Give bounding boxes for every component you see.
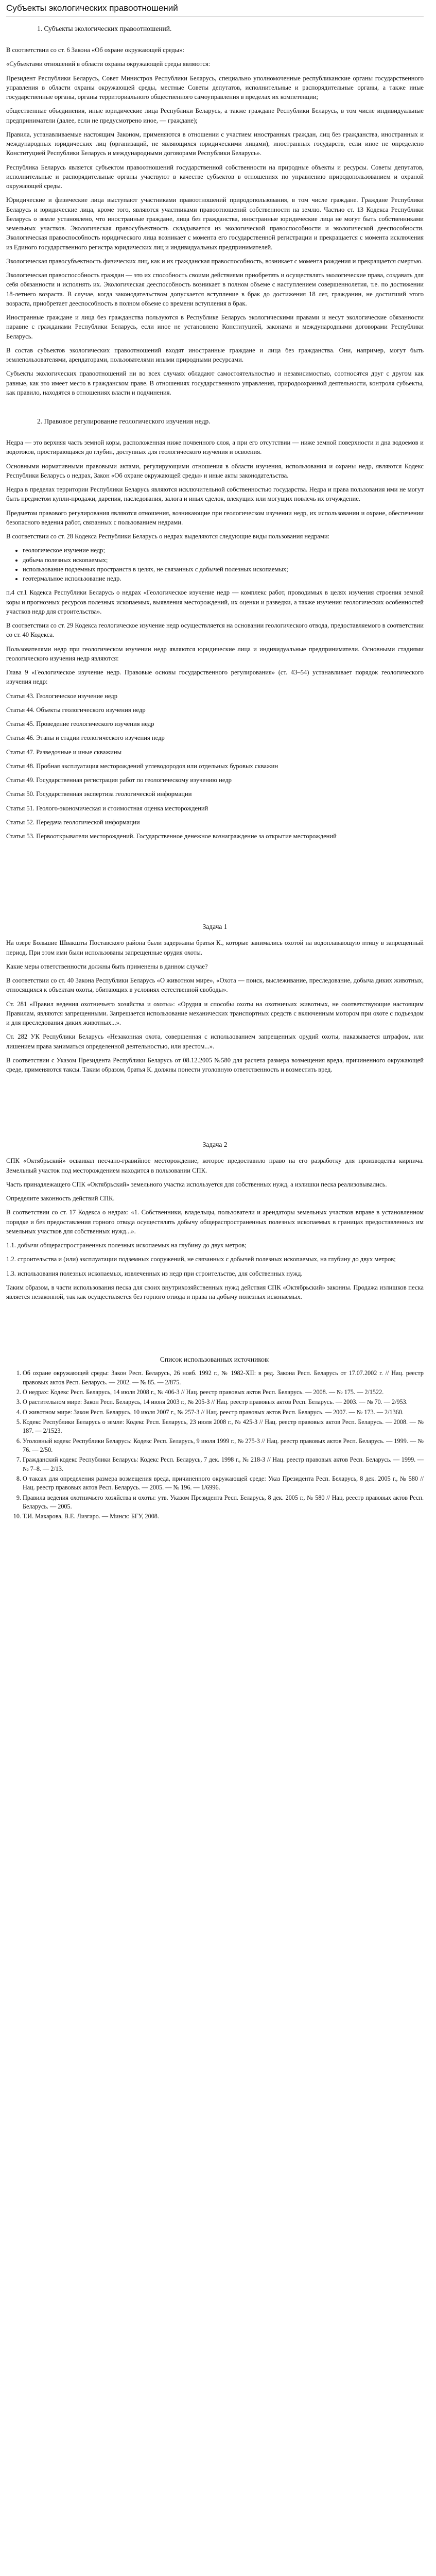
paragraph: Таким образом, в части использования песка для своих внутрихозяйственных нужд действия СПК «Октябрьский» законны. Продажа излишков песка является незаконной, так как осуществляется без горного отвода и права на добычу полезных ископаемых. [6, 1283, 424, 1300]
paragraph: Юридические и физические лица выступают участниками правоотношений природопользования, в том числе граждане. Граждане Республики Беларусь и юридические лица, кроме того, являются участниками правоотношений собственности на землю. Частью ст. 13 Кодекса Республики Беларусь о земле установлено, что иностранные граждане, лица без гражданства, иностранные юридические лица не могут быть собственниками земельных участков. Экологическая правосубъектность складывается из экологической правоспособности и экологической дееспособности. Экологическая правоспособность юридического лица возникает с момента его государственной регистрации и прекращается с момента исключения из Единого государственного регистра юридических лиц и индивидуальных предпринимателей. [6, 196, 424, 251]
list-item: • использование подземных пространств в целях, не связанных с добычей полезных ископаемых; [23, 565, 424, 574]
source-item: 3. О растительном мире: Закон Респ. Беларусь, 14 июня 2003 г., № 205-З // Нац. реестр правовых актов Респ. Беларусь. — 2003. — № 70. — 2/953. [23, 1398, 424, 1406]
source-item: 8. О таксах для определения размера возмещения вреда, причиненного окружающей среде: Указ Президента Респ. Беларусь, 8 дек. 2005 г., № 580 // Нац. реестр правовых актов Респ. Беларусь. — 2005. — № 196. — 1/6996. [23, 1475, 424, 1493]
paragraph: В соответствии со ст. 40 Закона Республики Беларусь «О животном мире», «Охота — поиск, выслеживание, преследование, добыча диких животных, относящихся к объектам охоты, обитающих в условиях естественной свободы». [6, 977, 424, 994]
sources-heading: Список использованных источников: [160, 1355, 270, 1364]
paragraph: 1.2. строительства и (или) эксплуатации подземных сооружений, не связанных с добычей полезных ископаемых, на глубину до двух метров; [6, 1256, 396, 1263]
source-item: 4. О животном мире: Закон Респ. Беларусь, 10 июля 2007 г., № 257-З // Нац. реестр правовых актов Респ. Беларусь. — 2007. — № 173. — 2/1360. [23, 1408, 424, 1417]
task-heading: Задача 1 [202, 923, 228, 931]
paragraph: Какие меры ответственности должны быть применены в данном случае? [6, 962, 208, 970]
bullet-list [13, 546, 424, 583]
paragraph: Пользователями недр при геологическом изучении недр являются юридические лица и индивидуальные предприниматели. Основными стадиями геологического изучения недр являются: [6, 645, 424, 662]
paragraph: Республика Беларусь является субъектом правоотношений государственной собственности на природные объекты и ресурсы. Советы депутатов, исполнительные и распорядительные органы участвуют в качестве субъектов в отношениях по управлению природопользованием и охраной окружающей среды. [6, 163, 424, 190]
paragraph: В соответствии с Указом Президента Республики Беларусь от 08.12.2005 №580 для расчета размера возмещения вреда, причиненного окружающей среде, применяются таксы. Таким образом, братья К. должны понести уголовную ответственность и возместить вред. [6, 1056, 424, 1073]
article-line: Статья 48. Пробная эксплуатация месторождений углеводородов или отдельных буровых скважин [6, 762, 278, 770]
paragraph: Основными нормативными правовыми актами, регулирующими отношения в области изучения, использования и охраны недр, являются Кодекс Республики Беларусь о недрах, Закон «Об охране окружающей среды» и иные акты законодательства. [6, 462, 424, 479]
source-item: 6. Уголовный кодекс Республики Беларусь: Кодекс Респ. Беларусь, 9 июля 1999 г., № 275-З // Нац. реестр правовых актов Респ. Беларусь. — 1999. — № 76. — 2/50. [23, 1437, 424, 1455]
section-task-1 [6, 923, 424, 1074]
paragraph: В соответствии со ст. 29 Кодекса геологическое изучение недр осуществляется на основании геологического отвода, предоставляемого в соответствии со ст. 40 Кодекса. [6, 622, 424, 639]
article-line: Статья 46. Этапы и стадии геологического изучения недр [6, 734, 165, 742]
paragraph: Недра в пределах территории Республики Беларусь являются исключительной собственностью государства. Недра и права пользования ими не могут быть предметом купли-продажи, дарения, наследования, залога и иных сделок, влекущих или могущих повлечь их отчуждение. [6, 486, 424, 503]
paragraph: СПК «Октябрьский» осваивал песчано-гравийное месторождение, которое предоставило право на его разработку для производства кирпича. Земельный участок под месторождением находится в пользовании СПК. [6, 1157, 424, 1174]
sources-list [13, 1369, 424, 1521]
paragraph: Иностранные граждане и лица без гражданства пользуются в Республике Беларусь экологическими правами и несут экологические обязанности наравне с гражданами Республики Беларусь, если иное не установлено Конституцией, законами и международными договорами Республики Беларусь. [6, 314, 424, 340]
task-heading: Задача 2 [202, 1141, 228, 1149]
article-line: Статья 43. Геологическое изучение недр [6, 692, 118, 700]
paragraph: Определите законность действий СПК. [6, 1195, 115, 1202]
source-item: 5. Кодекс Республики Беларусь о земле: Кодекс Респ. Беларусь, 23 июля 2008 г., № 425-З // Нац. реестр правовых актов Респ. Беларусь. — 2008. — № 187. — 2/1523. [23, 1418, 424, 1436]
paragraph: Ст. 282 УК Республики Беларусь «Незаконная охота, совершенная с использованием запрещенных орудий охоты, наказывается штрафом, или лишением права заниматься определенной деятельностью, или арестом...». [6, 1033, 424, 1050]
source-item: 10. Т.И. Макарова, В.Е. Лизгаро. — Минск: БГУ, 2008. [23, 1512, 424, 1521]
article-line: Статья 47. Разведочные и иные скважины [6, 748, 122, 756]
paragraph: В состав субъектов экологических правоотношений входят иностранные граждане и лица без гражданства. Они, например, могут быть землепользователями, арендаторами, пользователями иными природными ресурсами. [6, 346, 424, 363]
paragraph: В соответствии со ст. 28 Кодекса Республики Беларусь о недрах выделяются следующие виды пользования недрами: [6, 533, 330, 540]
paragraph: Недра — это верхняя часть земной коры, расположенная ниже почвенного слоя, а при его отсутствии — ниже земной поверхности и дна водоемов и водотоков, простирающаяся до глубин, доступных для геологического изучения и освоения. [6, 439, 424, 456]
paragraph: п.4 ст.1 Кодекса Республики Беларусь о недрах «Геологическое изучение недр — комплекс работ, проводимых в целях изучения строения земной коры и прогнозных ресурсов полезных ископаемых, выявления месторождений, их оценки и разведки, а также изучения геологических особенностей участков недр для строительства». [6, 589, 424, 615]
article-line: Статья 52. Передача геологической информации [6, 818, 140, 826]
paragraph: Ст. 281 «Правил ведения охотничьего хозяйства и охоты»: «Орудия и способы охоты на охотничьих животных, не соответствующие настоящим Правилам, являются запрещенными. Запрещается использование механических транспортных средств с включенным мотором при охоте с подъездом и для преследования диких животных...». [6, 1000, 424, 1026]
paragraph: Экологическая правоспособность граждан — это их способность своими действиями приобретать и осуществлять экологические права, создавать для себя обязанности и исполнять их. Экологическая дееспособность возникает в полном объеме с наступлением совершеннолетия, т.е. по достижении 18-летнего возраста. В случае, когда законодательством допускается вступление в брак до достижения 18 лет, гражданин, не достигший этого возраста, приобретает дееспособность в полном объеме со времени вступления в брак. [6, 272, 424, 307]
page-title: Субъекты экологических правоотношений [6, 3, 424, 16]
article-line: Статья 51. Геолого-экономическая и стоимостная оценка месторождений [6, 804, 208, 812]
article-line: Статья 49. Государственная регистрация работ по геологическому изучению недр [6, 776, 232, 784]
section-heading: 2. Правовое регулирование геологического изучения недр. [37, 417, 211, 425]
paragraph: Часть принадлежащего СПК «Октябрьский» земельного участка используется для собственных нужд, а излишки песка реализовывались. [6, 1180, 387, 1188]
article-line: Статья 50. Государственная экспертиза геологической информации [6, 790, 192, 798]
section-sources [6, 1355, 424, 1521]
source-item: 9. Правила ведения охотничьего хозяйства и охоты: утв. Указом Президента Респ. Беларусь, 8 дек. 2005 г., № 580 // Нац. реестр правовых актов Респ. Беларусь. — 2005. [23, 1494, 424, 1512]
paragraph: Субъекты экологических правоотношений ни во всех случаях обладают самостоятельностью и независимостью, соотносятся друг с другом как равные, как это имеет место в гражданском праве. В отношениях государственного управления, природоохранной деятельности, контроля субъекты, как правило, находятся в отношениях власти и подчинения. [6, 370, 424, 396]
paragraph: общественные объединения, иные юридические лица Республики Беларусь, а также граждане Республики Беларусь, в том числе индивидуальные предприниматели (далее, если не предусмотрено иное, — граждане); [6, 107, 424, 124]
paragraph: Президент Республики Беларусь, Совет Министров Республики Беларусь, специально уполномоченные республиканские органы государственного управления в области охраны окружающей среды, местные Советы депутатов, исполнительные и распорядительные органы, а также иные государственные органы, органы территориального общественного самоуправления в пределах их компетенции; [6, 74, 424, 100]
article-line: Статья 44. Объекты геологического изучения недр [6, 706, 146, 714]
list-item: • добыча полезных ископаемых; [23, 555, 424, 565]
paragraph: Правила, устанавливаемые настоящим Законом, применяются в отношении с участием иностранных граждан, лиц без гражданства, иностранных и международных юридических лиц (организаций, не являющихся юридическими лицами), иностранных государств, если иное не определено Конституцией Республики Беларусь и международными договорами Республики Беларусь». [6, 130, 424, 157]
paragraph: Предметом правового регулирования являются отношения, возникающие при геологическом изучении недр, их использовании и охране, обеспечении безопасного ведения работ, связанных с пользованием недрами. [6, 509, 424, 526]
source-item: 2. О недрах: Кодекс Респ. Беларусь, 14 июля 2008 г., № 406-З // Нац. реестр правовых актов Респ. Беларусь. — 2008. — № 175. — 2/1522. [23, 1388, 424, 1397]
paragraph: 1.1. добычи общераспространенных полезных ископаемых на глубину до двух метров; [6, 1242, 247, 1249]
paragraph: В соответствии со ст. 17 Кодекса о недрах: «1. Собственники, владельцы, пользователи и арендаторы земельных участков вправе в установленном порядке и без предоставления горного отвода осуществлять добычу общераспространенных полезных ископаемых в границах предоставленных им земельных участков для собственных нужд...». [6, 1209, 424, 1235]
section-task-2 [6, 1141, 424, 1301]
article-line: Статья 53. Первооткрыватели месторождений. Государственное денежное вознаграждение за открытие месторождений [6, 833, 337, 840]
source-item: 1. Об охране окружающей среды: Закон Респ. Беларусь, 26 нояб. 1992 г., № 1982-XII: в ред. Закона Респ. Беларусь от 17.07.2002 г. // Нац. реестр правовых актов Респ. Беларусь. — 2002. — № 85. — 2/875. [23, 1369, 424, 1387]
paragraph: В соответствии со ст. 6 Закона «Об охране окружающей среды»: [6, 46, 185, 54]
source-item: 7. Гражданский кодекс Республики Беларусь: Кодекс Респ. Беларусь, 7 дек. 1998 г., № 218-З // Нац. реестр правовых актов Респ. Беларусь. — 1999. — № 7–8. — 2/13. [23, 1455, 424, 1473]
paragraph: Глава 9 «Геологическое изучение недр. Правовые основы государственного регулирования» (ст. 43–54) устанавливает порядок геологического изучения недр: [6, 669, 424, 686]
paragraph: Экологическая правосубъектность физических лиц, как и их гражданская правоспособность, возникает с момента рождения и прекращается смертью. [6, 257, 423, 265]
paragraph: «Субъектами отношений в области охраны окружающей среды являются: [6, 60, 211, 68]
list-item: • геотермальное использование недр. [23, 574, 424, 583]
article-line: Статья 45. Проведение геологического изучения недр [6, 720, 154, 727]
section-subjects [6, 25, 424, 397]
paragraph: 1.3. использования полезных ископаемых, извлеченных из недр при строительстве, для собственных нужд. [6, 1269, 303, 1277]
list-item: • геологическое изучение недр; [23, 546, 424, 555]
paragraph: На озере Большие Швакшты Поставского района были задержаны братья К., которые занимались охотой на водоплавающую птицу в запрещенный период. При этом ими были использованы запрещенные орудия охоты. [6, 939, 424, 956]
section-heading: 1. Субъекты экологических правоотношений. [37, 25, 172, 32]
section-geology [6, 417, 424, 841]
